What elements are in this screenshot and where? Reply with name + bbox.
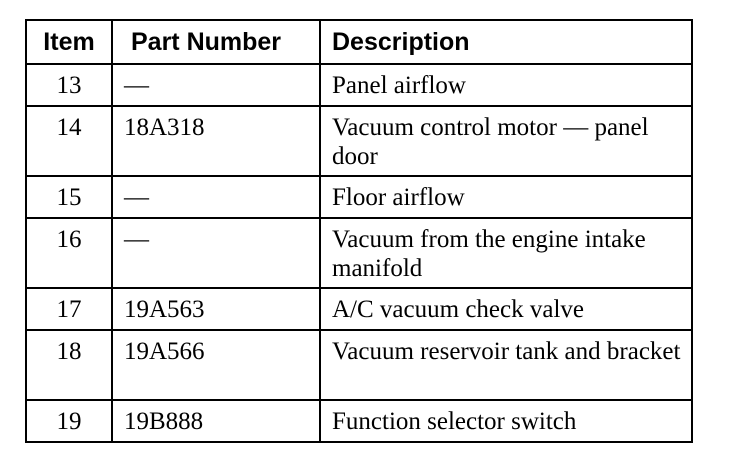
item-cell: 13 — [26, 64, 112, 106]
table-row — [26, 64, 692, 106]
item-cell: 18 — [26, 330, 112, 400]
header-description: Description — [320, 20, 692, 64]
header-item: Item — [26, 20, 112, 64]
description-cell: A/C vacuum check valve — [320, 288, 692, 330]
table-row — [26, 288, 692, 330]
description-cell: Floor airflow — [320, 176, 692, 218]
part-number-cell: — — [112, 176, 320, 218]
part-number-cell: — — [112, 64, 320, 106]
table-row — [26, 330, 692, 400]
description-cell: Panel airflow — [320, 64, 692, 106]
part-number-cell: 19A566 — [112, 330, 320, 400]
part-number-cell: 19A563 — [112, 288, 320, 330]
description-cell: Function selector switch — [320, 400, 692, 442]
item-cell: 19 — [26, 400, 112, 442]
header-part-number: Part Number — [112, 20, 320, 64]
header-row — [26, 20, 692, 64]
description-cell: Vacuum reservoir tank and bracket — [320, 330, 692, 400]
table-row — [26, 400, 692, 442]
description-cell: Vacuum control motor — panel door — [320, 106, 692, 176]
table-row — [26, 106, 692, 176]
part-number-cell: 19B888 — [112, 400, 320, 442]
item-cell: 16 — [26, 218, 112, 288]
table-row — [26, 218, 692, 288]
part-number-cell: — — [112, 218, 320, 288]
item-cell: 14 — [26, 106, 112, 176]
table-row — [26, 176, 692, 218]
description-cell: Vacuum from the engine intake manifold — [320, 218, 692, 288]
item-cell: 17 — [26, 288, 112, 330]
parts-table — [25, 19, 693, 443]
item-cell: 15 — [26, 176, 112, 218]
part-number-cell: 18A318 — [112, 106, 320, 176]
